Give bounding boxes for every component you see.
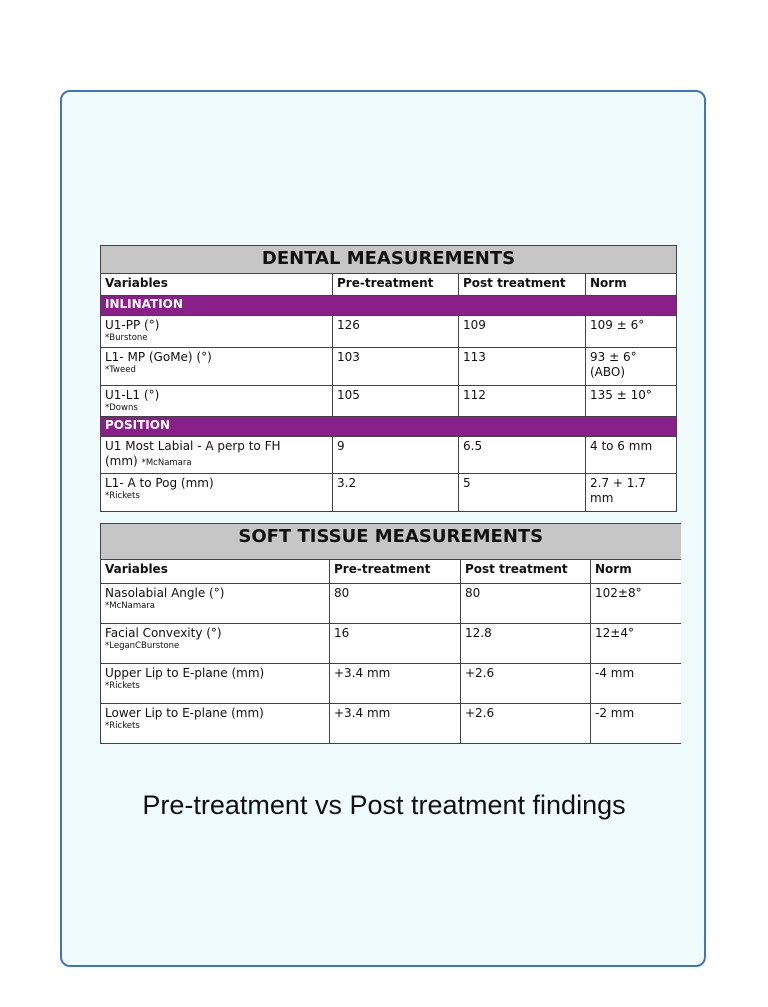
norm-value: 2.7 + 1.7 [590,476,646,490]
table-row [101,584,681,624]
norm-source: (ABO) [590,365,626,379]
table-row [101,474,677,512]
norm-value: -4 mm [591,664,681,704]
variable-name: U1-PP (°) [105,318,160,332]
variable-name: Upper Lip to E-plane (mm) [105,666,265,680]
post-value: 12.8 [461,624,591,664]
reference-note: *LeganCBurstone [105,641,180,651]
pre-value: 3.2 [333,474,459,512]
post-value: 5 [459,474,586,512]
norm-value: 4 to 6 mm [586,437,677,474]
reference-note: *McNamara [105,601,156,611]
table-row [101,348,677,386]
post-value: +2.6 [461,664,591,704]
variable-name: Nasolabial Angle (°) [105,586,225,600]
reference-note: *McNamara [141,458,192,468]
post-value: +2.6 [461,704,591,744]
pre-value: 105 [333,386,459,417]
table-row [101,664,681,704]
pre-value: +3.4 mm [330,664,461,704]
norm-value: -2 mm [591,704,681,744]
pre-value: 9 [333,437,459,474]
norm-value: 135 ± 10° [586,386,677,417]
table-row [101,624,681,664]
table-row [101,437,677,474]
pre-value: 80 [330,584,461,624]
post-value: 6.5 [459,437,586,474]
norm-value: 102±8° [591,584,681,624]
dental-measurements-table [100,245,677,512]
soft-tissue-measurements-table [100,523,681,744]
pre-value: 16 [330,624,461,664]
section-header-position: POSITION [101,417,677,437]
reference-note: *Rickets [105,681,140,691]
reference-note: *Burstone [105,333,148,343]
table-row [101,316,677,348]
table-title: DENTAL MEASUREMENTS [101,246,677,274]
reference-note: *Rickets [105,491,140,501]
variable-name: U1 Most Labial - A perp to FH [105,439,281,453]
column-header: Variables [101,274,333,296]
pre-value: +3.4 mm [330,704,461,744]
norm-value: 109 ± 6° [586,316,677,348]
column-header: Norm [591,560,681,584]
norm-unit: mm [590,491,614,505]
pre-value: 126 [333,316,459,348]
figure-caption: Pre-treatment vs Post treatment findings [142,790,626,820]
post-value: 113 [459,348,586,386]
reference-note: *Downs [105,403,138,413]
post-value: 109 [459,316,586,348]
variable-unit: (mm) [105,454,138,468]
table-row [101,704,681,744]
section-header-inclination: INLINATION [101,296,677,316]
column-header: Pre-treatment [333,274,459,296]
post-value: 112 [459,386,586,417]
variable-name: Facial Convexity (°) [105,626,222,640]
post-value: 80 [461,584,591,624]
table-title: SOFT TISSUE MEASUREMENTS [101,524,681,560]
variable-name: Lower Lip to E-plane (mm) [105,706,264,720]
norm-value: 12±4° [591,624,681,664]
column-header: Post treatment [459,274,586,296]
norm-value: 93 ± 6° [590,350,637,364]
column-header: Post treatment [461,560,591,584]
table-row [101,386,677,417]
column-header: Variables [101,560,330,584]
column-header: Norm [586,274,677,296]
column-header: Pre-treatment [330,560,461,584]
reference-note: *Rickets [105,721,140,731]
pre-value: 103 [333,348,459,386]
variable-name: U1-L1 (°) [105,388,160,402]
reference-note: *Tweed [105,365,136,375]
variable-name: L1- A to Pog (mm) [105,476,214,490]
variable-name: L1- MP (GoMe) (°) [105,350,212,364]
